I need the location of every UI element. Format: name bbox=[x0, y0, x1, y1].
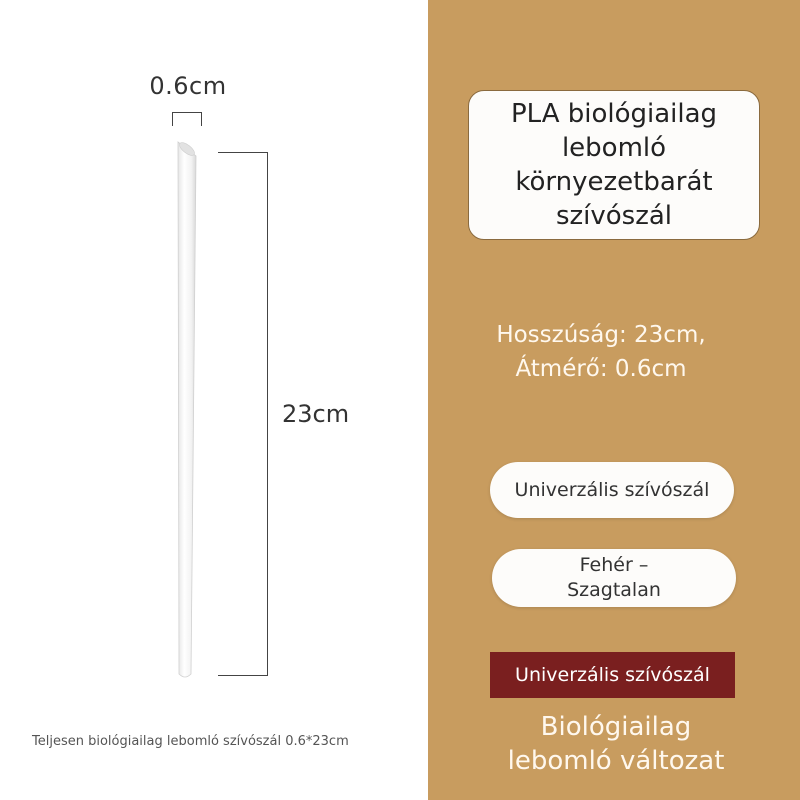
bottom-line-2: lebomló változat bbox=[507, 746, 725, 776]
feature-color-pill bbox=[492, 549, 736, 607]
universal-banner-label: Univerzális szívószál bbox=[515, 664, 710, 686]
diameter-bracket bbox=[172, 112, 202, 126]
product-title: PLA biológiailag lebomló környezetbarát szívószál bbox=[510, 99, 718, 231]
feature-odor-label: Szagtalan bbox=[567, 579, 661, 601]
length-bracket bbox=[218, 152, 268, 676]
diameter-label: 0.6cm bbox=[149, 72, 227, 100]
product-title-card bbox=[468, 90, 760, 240]
spec-diameter: Átmérő: 0.6cm bbox=[515, 356, 687, 382]
feature-universal-label: Univerzális szívószál bbox=[514, 478, 710, 501]
straw-image bbox=[168, 136, 208, 682]
bottom-line-1: Biológiailag bbox=[540, 712, 692, 742]
feature-color-label: Fehér – bbox=[579, 554, 649, 576]
specs-text bbox=[470, 318, 732, 386]
feature-universal-pill bbox=[490, 462, 734, 518]
universal-banner bbox=[490, 652, 735, 698]
spec-length: Hosszúság: 23cm, bbox=[496, 322, 706, 348]
product-caption: Teljesen biológiailag lebomló szívószál 0.6*23cm bbox=[32, 734, 349, 749]
biodegradable-version-text bbox=[478, 710, 754, 778]
length-label: 23cm bbox=[282, 400, 350, 428]
